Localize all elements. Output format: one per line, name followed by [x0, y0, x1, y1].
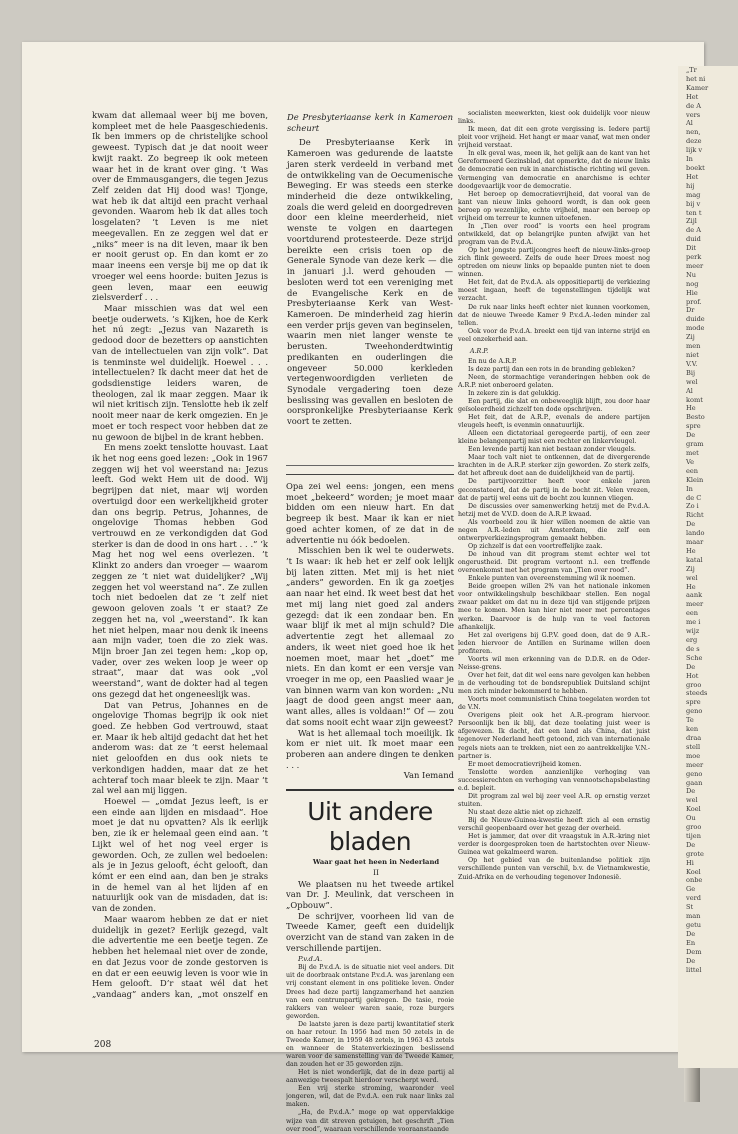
- party-label-pvda: P.v.d.A.: [298, 954, 323, 963]
- col3-paragraph: Het is jammer, dat over dit vraagstuk in A.R.-kring niet verder is doorgesproken toen de hartstochten over Nieuw-Guinea wat gekalmeerd waren.: [458, 833, 650, 857]
- adjacent-page-fragment: Sche: [686, 653, 703, 662]
- adjacent-page-fragment: lijk v: [686, 146, 703, 155]
- adjacent-page-fragment: De: [686, 787, 696, 796]
- adjacent-page-fragment: In: [686, 484, 693, 493]
- article-continued-paragraph: Wat is het allemaal toch moeilijk. Ik kom er niet uit. Ik moet maar een proberen aan andere dingen te denken . . .: [286, 727, 454, 770]
- col3-paragraph: In zekere zin is dat gelukkig.: [468, 389, 561, 397]
- col1-paragraph: Hoewel — „omdat Jezus leeft, is er een einde aan lijden en misdaad”. Hoe moet je dat nu opvatten? Als ik eerlijk ben, zie ik er helemaal geen eind aan. ’t Lijkt wel of het nog veel erger is geworden. Och, ze zullen wel bedoelen: als je in Jezus gelooft, écht gelooft, dan kómt er een eind aan, dan ben je straks in de hemel van al het lijden af en natuurlijk ook van de misdaden, dat is: van de zonden.: [92, 796, 268, 914]
- adjacent-page-fragment: Bij: [686, 368, 695, 377]
- adjacent-page-fragment: vers: [686, 110, 701, 119]
- col3-paragraph: Het feit, dat de A.R.P., evenals de andere partijen vleugels heeft, is evenmin onnatuurlijk.: [458, 413, 650, 430]
- news-box-kameroen: [286, 110, 454, 466]
- pvda-text: [286, 964, 454, 1133]
- col3-paragraph: Ook voor de P.v.d.A. breekt een tijd van interne strijd en veel onzekerheid aan.: [458, 327, 650, 343]
- news-box-title: De Presbyteriaanse kerk in Kameroen scheurt: [287, 112, 453, 133]
- adjacent-page-fragment: St: [686, 903, 694, 912]
- adjacent-page-fragment: En: [686, 938, 696, 947]
- adjacent-page-fragment: mode: [686, 324, 705, 333]
- article-continued-paragraph: Opa zei wel eens: jongen, een mens moet „bekeerd” worden; je moet maar bidden om een nieuw hart. En dat begreep ik best. Maar ik kan er niet goed achter komen, of ze dat in de advertentie nu óók bedoelen.: [286, 481, 454, 545]
- adjacent-page-fragment: De: [686, 929, 696, 938]
- adjacent-page-fragment: moe: [686, 751, 701, 760]
- adjacent-page-fragment: boekt: [686, 163, 705, 172]
- adjacent-page-fragment: wijz: [686, 627, 700, 636]
- adjacent-page-fragment: de A: [686, 226, 701, 235]
- adjacent-page-fragment: De: [686, 956, 696, 965]
- column-2: [286, 110, 454, 1134]
- col3-paragraph: Tenslotte worden aanzienlijke verhoging van successierechten en verhoging van vennootschapsbelasting e.d. bepleit.: [458, 768, 650, 792]
- col3-paragraph: Neen, de stormachtige veranderingen hebben ook de A.R.P. niet onberoerd gelaten.: [458, 373, 650, 389]
- col3-paragraph: Is deze partij dan een rots in de branding gebleken?: [468, 365, 636, 373]
- adjacent-page-fragment: „Tr: [686, 66, 697, 74]
- col3-paragraph: Enkele punten van overeenstemming wil ik noemen.: [468, 575, 636, 583]
- adjacent-page-fragment: ken: [686, 725, 699, 734]
- adjacent-page-fragment: Ge: [686, 885, 696, 894]
- adjacent-page-fragment: deze: [686, 137, 702, 146]
- adjacent-page-fragment: He: [686, 546, 696, 555]
- col3-paragraph: Over het feit, dat dit wel eens nare gevolgen kan hebben in de verhouding tot de bondsrepubliek Duitsland schijnt men zich minder bekommerd te hebben.: [458, 671, 650, 696]
- adjacent-page-fragment: onbe: [686, 876, 703, 885]
- adjacent-page-fragment: wel: [686, 573, 698, 582]
- pvda-paragraph: Het is niet wonderlijk, dat de in deze partij al aanwezige tweespalt hierdoor verscherpt werd.: [286, 1069, 454, 1085]
- adjacent-page-fragment: katal: [686, 555, 703, 564]
- col3-paragraph: En nu de A.R.P.: [468, 357, 517, 365]
- intro-paragraph: De schrijver, voorheen lid van de Tweede Kamer, geeft een duidelijk overzicht van de stand van zaken in de verschillende partijen.: [286, 910, 454, 953]
- col3-paragraph: socialisten meewerkten, kiest ook duidelijk voor nieuw links.: [458, 110, 650, 126]
- adjacent-page-fragment: wel: [686, 796, 698, 805]
- col1-paragraph: En mens zoekt tenslotte houvast. Laat ik het nog eens goed lezen: „Ook in 1967 zeggen wij het vol weerstand na: Jezus leeft. God wekt Hem uit de dood. Wij begrijpen dat niet, maar wij worden overtuigd door een werkelijkheid groter dan ons begrip. Petrus, Johannes, de ongelovige Thomas hebben God vertrouwd en ze verkondigden dat God sterker is dan de dood in ons hart . . .” ’k Mag het nog wel eens overlezen. ’t Klinkt zo anders dan vroeger — waarom zeggen ze ’t niet wat duidelijker? „Wij zeggen het vol weerstand na”. Ze zullen toch niet bedoelen dat ze ’t zelf niet gewoon geloven zoals ’t er staat? Ze zeggen het na, vol „weerstand”. Ik kan het niet helpen, maar nou denk ik ineens aan mijn vader, toen die zo ziek was. Mijn broer Jan zei tegen hem: „kop op, vader, over zes weken loop je weer op straat”, maar dat was ook „vol weerstand”, want de dokter had al tegen ons gezegd dat het ongeneeslijk was.: [92, 442, 268, 699]
- adjacent-page-fragment: Koel: [686, 867, 701, 876]
- adjacent-page-fragment: gram: [686, 440, 704, 449]
- adjacent-page-fragment: geno: [686, 707, 703, 716]
- adjacent-page-fragment: In: [686, 155, 693, 164]
- adjacent-page-fragment: spre: [686, 698, 701, 707]
- adjacent-page-fragment: grote: [686, 849, 704, 858]
- col3-paragraph: Voorts moet communistisch China toegelaten worden tot de V.N.: [458, 696, 650, 712]
- col3-paragraph: Beide groepen willen 2% van het nationale inkomen voor ontwikkelingshulp beschikbaar stellen. Een nogal zwaar pakket om dat nu in deze tijd van stijgende prijzen mee te komen. Men kan hier niet meer met percentages werken. Daarvoor is de hulp van te veel factoren afhankelijk.: [458, 583, 650, 631]
- col3-paragraph: Voorts wil men erkenning van de D.D.R. en de Oder-Neisse-grens.: [458, 655, 650, 671]
- col1-paragraph: kwam dat allemaal weer bij me boven, kompleet met de hele Paasgeschiedenis. Ik ben immers op de christelijke school geweest. Typisch dat je dat nooit weer kwijt raakt. Zo begreep ik ook meteen waar het in de krant over ging. ’t Was over de Emmausgangers, die tegen Jezus Zelf zeiden dat Hij dood was! Tjonge, wat heb ik dat altijd een pracht verhaal gevonden. Waarom heb ik dat alles toch losgelaten? ’t Leven is me niet meegevallen. En ze zeggen wel dat er „niks” meer is na dit leven, maar ik ben er nooit gerust op. En dan komt er zo maar ineens een versje bij me op dat ik vroeger wel eens hoorde: buiten Jezus is geen leven, maar een eeuwig zielsverderf . . .: [92, 110, 268, 303]
- adjacent-page-fragment: lando: [686, 529, 705, 538]
- col3-paragraph: Ik meen, dat dit een grote vergissing is. Iedere partij pleit voor vrijheid. Het hangt er maar vanaf, wat men onder vrijheid verstaat.: [458, 126, 650, 150]
- news-box-body: De Presbyteriaanse Kerk in Kameroen was gedurende de laatste jaren sterk verdeeld in verband met de ontwikkeling van de Oecumenische Beweging. Er was steeds een sterke minderheid die deze ontwikkeling, zoals die werd geleid en doorgedreven door een kleine meerderheid, niet wenste te volgen en daartegen voortdurend protesteerde. Deze strijd bereikte een crisis toen op de Generale Synode van deze kerk — die in januari j.l. werd gehouden — besloten werd tot een vereniging met de Evangelische Kerk en de Presbyteriaanse Kerk van West-Kameroen. De minderheid zag hierin een verder prijs geven van beginselen, waarin men niet langer wenste te berusten. Tweehonderdtwintig predikanten en ouderlingen die ongeveer 50.000 kerkleden vertegenwoordigden verlieten de Synodale vergadering toen deze beslissing was gevallen en besloten de oorspronkelijke Presbyteriaanse Kerk voort te zetten.: [287, 137, 453, 427]
- adjacent-page-fragment: draa: [686, 733, 702, 742]
- col3-paragraph: Er moet democratievrijheid komen.: [468, 760, 582, 768]
- col3-paragraph: Op het jongste partijcongres heeft de nieuw-links-groep zich flink geweerd. Zelfs de oude heer Drees moest nog optreden om nieuw links op bepaalde punten niet te doen winnen.: [458, 247, 650, 279]
- adjacent-page-fragment: met: [686, 448, 699, 457]
- page-number: 208: [94, 1040, 112, 1050]
- adjacent-page-fragment: Zo i: [686, 502, 699, 511]
- adjacent-page-fragment: me i: [686, 618, 701, 627]
- adjacent-page-fragment: duide: [686, 315, 705, 324]
- adjacent-page-fragment: ten t: [686, 208, 702, 217]
- adjacent-page-fragment: littel: [686, 965, 702, 974]
- adjacent-page-fragment: stell: [686, 742, 701, 751]
- arp-text: [458, 358, 650, 882]
- col3-paragraph: Het zal overigens bij G.P.V. goed doen, dat de 9 A.R.-leden hiervoor de Antillen en Suriname willen doen profiteren.: [458, 631, 650, 655]
- adjacent-page-fragment: nog: [686, 279, 699, 288]
- adjacent-page-fragment: Hi: [686, 858, 694, 867]
- adjacent-page-fragment: V.V.: [686, 359, 698, 368]
- adjacent-page-fragment: een: [686, 466, 699, 475]
- col3-paragraph: Als voorbeeld zou ik hier willen noemen de aktie van negen A.R.-leden uit Amsterdam, die zelf een ontwerpverkiezingsprogram gemaakt hebben.: [458, 518, 650, 542]
- article-continued-paragraph: Misschien ben ik wel te ouderwets. ’t Is waar: ik heb het er zelf ook lelijk bij laten zitten. Met mij is het niet „anders” geworden. En ik ga zoetjes aan naar het eind. Ik weet best dat het met mij lang niet goed zal anders gezegd: dat ik een zondaar ben. En waar blijf ik met al mijn schuld? Die advertentie zegt het allemaal zo anders, ik weet niet goed hoe ik het noemen moet, maar het „doet” me niets. En dan komt er een versje van vroeger in me op, een Paaslied waar je van binnen warm van kon worden: „Nu jaagt de dood geen angst meer aan, want alles, alles is voldaan!” Of — zou dat soms nooit echt waar zijn geweest?: [286, 545, 454, 727]
- adjacent-page-fragment: Nu: [686, 270, 697, 279]
- adjacent-page-fragment: hij: [686, 181, 695, 190]
- adjacent-page-fragment: Klein: [686, 475, 704, 484]
- column-3: [458, 110, 650, 1000]
- col3-paragraph: Nu staat deze aktie niet op zichzelf.: [468, 809, 583, 817]
- section-subtitle: Waar gaat het heen in Nederland: [312, 858, 440, 867]
- adjacent-page-fragment: duid: [686, 235, 701, 244]
- column-1-article: [92, 110, 268, 1000]
- adjacent-page-fragment: getu: [686, 921, 702, 929]
- adjacent-page-fragment: aank: [686, 591, 703, 600]
- adjacent-page-fragment: Zij: [686, 333, 695, 342]
- col3-paragraph: De inhoud van dit program stemt echter wel tot ongerustheid. Dit program vertoont n.l. een treffende overeenkomst met het program van „Tien over rood”.: [458, 551, 650, 575]
- adjacent-page-fragment: de A: [686, 101, 701, 110]
- adjacent-page-fragment: Het: [686, 172, 699, 181]
- adjacent-page-fragment: Kamer: [686, 83, 709, 92]
- col3-paragraph: Het beroep op democratievrijheid, dat vooral van de kant van nieuw links gehoord wordt, is dan ook geen beroep op wezenlijke, echte vrijheid, maar een beroep op vrijheid om terreur te kunnen uitoefenen.: [458, 190, 650, 222]
- intro-paragraph: We plaatsen nu het tweede artikel van Dr. J. Meulink, dat verscheen in „Opbouw”.: [286, 878, 454, 910]
- adjacent-page-fragment: perk: [686, 253, 702, 262]
- adjacent-page-fragment: De: [686, 840, 696, 849]
- adjacent-page-fragment: Richt: [686, 511, 704, 520]
- col3-paragraph: Een levende partij kan niet bestaan zonder vleugels.: [468, 446, 636, 454]
- adjacent-page-fragment: meer: [686, 760, 704, 769]
- col1-paragraph: Dat van Petrus, Johannes en de ongelovige Thomas begrijp ik ook niet goed. Ze hebben God vertrouwd, staat er. Maar ik heb altijd gedacht dat het het anderom was: dat ze ’t eerst helemaal niet geloofden en dus ook niets te verkondigen hadden, maar dat ze het achteraf toch maar bleek te zijn. Maar ’t zal wel aan mij liggen.: [92, 699, 268, 796]
- adjacent-page-fragment: geno: [686, 769, 703, 778]
- adjacent-page-fragment: Ve: [686, 457, 695, 466]
- adjacent-page-fragment: meer: [686, 600, 704, 609]
- adjacent-page-fragment: Hot: [686, 671, 699, 680]
- adjacent-page-fragment: de C: [686, 493, 702, 502]
- adjacent-page-fragment: Dr: [686, 306, 695, 315]
- adjacent-page-fragment: Al: [686, 386, 693, 395]
- uit-andere-bladen-section: [286, 789, 454, 1134]
- pvda-continued-text: [458, 110, 650, 344]
- col3-paragraph: De discussies over samenwerking hetzij met de P.v.d.A. hetzij met de V.V.D. doen de A.R.P. kwaad.: [458, 502, 650, 518]
- adjacent-page-fragment: het ni: [686, 74, 706, 83]
- col3-paragraph: In „Tien over rood” is voorts een heel program ontwikkeld, dat op belangrijke punten afwijkt van het program van de P.v.d.A.: [458, 222, 650, 246]
- col3-paragraph: Een partij, die slat en onbeweeglijk blijft, zou door haar geïsoleerdheid zichzelf ten dode opschrijven.: [458, 397, 650, 413]
- col3-paragraph: Maar toch valt niet te ontkennen, dat de divergerende krachten in de A.R.P. sterker zijn geworden. Zo sterk zelfs, dat het afbreuk doet aan de duidelijkheid van de partij.: [458, 454, 650, 478]
- col3-paragraph: Bij de Nieuw-Guinea-kwestie heeft zich al een ernstig verschil geopenbaard over het gezag der overheid.: [458, 817, 650, 833]
- adjacent-page-fragment: meer: [686, 261, 704, 270]
- adjacent-page-fragment: Zijl: [686, 217, 697, 226]
- adjacent-page-fragment: wel: [686, 377, 698, 386]
- adjacent-page-fragment: gaan: [686, 778, 703, 787]
- adjacent-page-fragment: Dem: [686, 947, 702, 956]
- divider: [286, 474, 454, 475]
- pvda-paragraph: De laatste jaren is deze partij kwantitatief sterk on haar retour. In 1956 had men 50 zetels in de Tweede Kamer, in 1959 48 zetels, in 1963 43 zetels en wanneer de Statenverkiezingen beslissend waren voor de samenstelling van de Tweede Kamer, dan zouden het er 35 geworden zijn.: [286, 1020, 454, 1069]
- adjacent-page-fragment: De: [686, 662, 696, 671]
- adjacent-page-fragment: De: [686, 431, 696, 440]
- col3-paragraph: Het feit, dat de P.v.d.A. als oppositiepartij de verkiezing moest ingaan, heeft de tegenstellingen tijdelijk wat verzacht.: [458, 279, 650, 303]
- adjacent-page-fragment: verd: [686, 894, 702, 903]
- adjacent-page-fragment: mag: [686, 190, 701, 199]
- col3-paragraph: De ruk naar links heeft echter niet kunnen voorkomen, dat de nieuwe Tweede Kamer 9 P.v.d.A.-leden minder zal tellen.: [458, 303, 650, 327]
- adjacent-page-fragment: Besto: [686, 413, 705, 422]
- adjacent-page-fragment: een: [686, 609, 699, 618]
- adjacent-page-fragment: erg: [686, 636, 698, 644]
- adjacent-page-fragment: men: [686, 342, 701, 351]
- adjacent-page-fragment: de s: [686, 644, 700, 653]
- adjacent-page-fragment: Te: [686, 716, 694, 725]
- adjacent-page-fragment: prof.: [686, 297, 702, 306]
- adjacent-page-fragment: steeds: [686, 689, 708, 698]
- col3-paragraph: De partijvoorzitter heeft voor enkele jaren geconstateerd, dat de partij in de bocht zit. Velen vrezen, dat de partij wel eens uit de bocht zou kunnen vliegen.: [458, 478, 650, 502]
- adjacent-page-fragment: nen,: [686, 128, 701, 137]
- adjacent-page-edge: [678, 66, 738, 1068]
- adjacent-page-fragment: Zij: [686, 564, 695, 573]
- pvda-paragraph: Een vrij sterke stroming, waaronder veel jongeren, wil, dat de P.v.d.A. een ruk naar links zal maken.: [286, 1085, 454, 1109]
- pvda-paragraph: Bij de P.v.d.A. is de situatie niet veel anders. Dit uit de doorbraak ontstane P.v.d.A. was jarenlang een vrij constant element in ons politieke leven. Onder Drees had deze partij langzamerhand het aanzien van een centrumpartij gekregen. De tasie, rooie rakkers van weleer waren saaie, roze burgers geworden.: [286, 964, 454, 1020]
- col1-paragraph: Maar waarom hebben ze dat er niet duidelijk in gezet? Eerlijk gezegd, valt die advertentie me een beetje tegen. Ze hebben het helemaal niet over de zonde, en dat Jezus voor de zonde gestorven is en dat er een eeuwig leven is voor wie in Hem gelooft. D’r staat wél dat het „vandaag” anders kan, „mot onszelf en: [92, 913, 268, 999]
- col3-paragraph: Overigens pleit ook het A.R.-program hiervoor. Persoonlijk ben ik blij, dat deze toelating juist weer is afgewezen. Ik dacht, dat een land als China, dat juist tegenover Nederland heeft getoond, zich van internationale regels niets aan te trekken, niet een zo aantrekkelijke V.N.-partner is.: [458, 712, 650, 760]
- adjacent-page-fragment: bij v: [686, 199, 701, 208]
- adjacent-page-fragment: spre: [686, 422, 701, 431]
- adjacent-page-fragment: maar: [686, 538, 704, 547]
- col3-paragraph: Op het gebied van de buitenlandse politiek zijn verschillende punten van verschil, b.v. de Vietnamkwestie, Zuid-Afrika en de verhouding tegenover Indonesië.: [458, 857, 650, 881]
- adjacent-page-fragment: He: [686, 582, 696, 591]
- adjacent-page-fragment: De: [686, 520, 696, 529]
- pvda-paragraph: „Ha, de P.v.d.A.” moge op wat oppervlakkige wijze van dit streven getuigen, het geschrift „Tien over rood”, waaraan verschillende vooraanstaande: [286, 1109, 454, 1133]
- section-heading: Uit andere bladen: [307, 797, 433, 857]
- adjacent-page-fragment: Koel: [686, 805, 701, 814]
- adjacent-page-fragment: He: [686, 404, 696, 413]
- adjacent-page-fragment: groo: [686, 823, 702, 832]
- adjacent-page-fragment: Hie: [686, 288, 698, 297]
- adjacent-page-fragment: Ou: [686, 814, 696, 823]
- adjacent-page-fragment: tijen: [686, 831, 701, 840]
- adjacent-page-fragment: Dit: [686, 244, 697, 253]
- col1-paragraph: Maar misschien was dat wel een beetje ouderwets. ’s Kijken, hoe de Kerk het nú zegt: „Jezus van Nazareth is gedood door de bezetters op aanstichten van de intellectuelen van zijn volk”. Dat is tenminste wel duidelijk. Hoewel . . . intellectuelen? Ik dacht meer dat het de godsdienstige leiders waren, de theologen, zal ik maar zeggen. Maar ik wil niet kritisch zijn. Tenslotte heb ik zelf nooit meer naar de kerk omgezien. En je moet er toch respect voor hebben dat ze nu gewoon de bijbel in de krant hebben.: [92, 302, 268, 442]
- adjacent-page-fragment: komt: [686, 395, 703, 404]
- section-part-number: II: [373, 867, 379, 877]
- adjacent-page-fragment: groo: [686, 680, 702, 689]
- adjacent-page-fragment: Al: [686, 119, 693, 128]
- adjacent-page-fragment: Het: [686, 92, 699, 101]
- col3-paragraph: Op zichzelf is dat een voortreffelijke zaak.: [468, 542, 603, 550]
- adjacent-page-fragment: niet: [686, 351, 699, 359]
- adjacent-page-fragment: man: [686, 912, 701, 921]
- col3-paragraph: Alleen een dictatoriaal geregeerde partij, of een zeer kleine belangenpartij mist een rechter en linkervleugel.: [458, 430, 650, 446]
- col3-paragraph: Dit program zal wel bij zeer veel A.R. op ernstig verzet stuiten.: [458, 792, 650, 808]
- article-signature: Van Iemand: [403, 770, 454, 781]
- party-label-arp: A.R.P.: [470, 347, 489, 355]
- col3-paragraph: In elk geval was, meen ik, het gelijk aan de kant van het Gereformeerd Gezinsblad, dat opmerkte, dat de nieuw links de democratie een ruk in anarchistische richting wil geven. Vermenging van democratie en anarchisme is echter doodgevaarlijk voor de democratie.: [458, 150, 650, 190]
